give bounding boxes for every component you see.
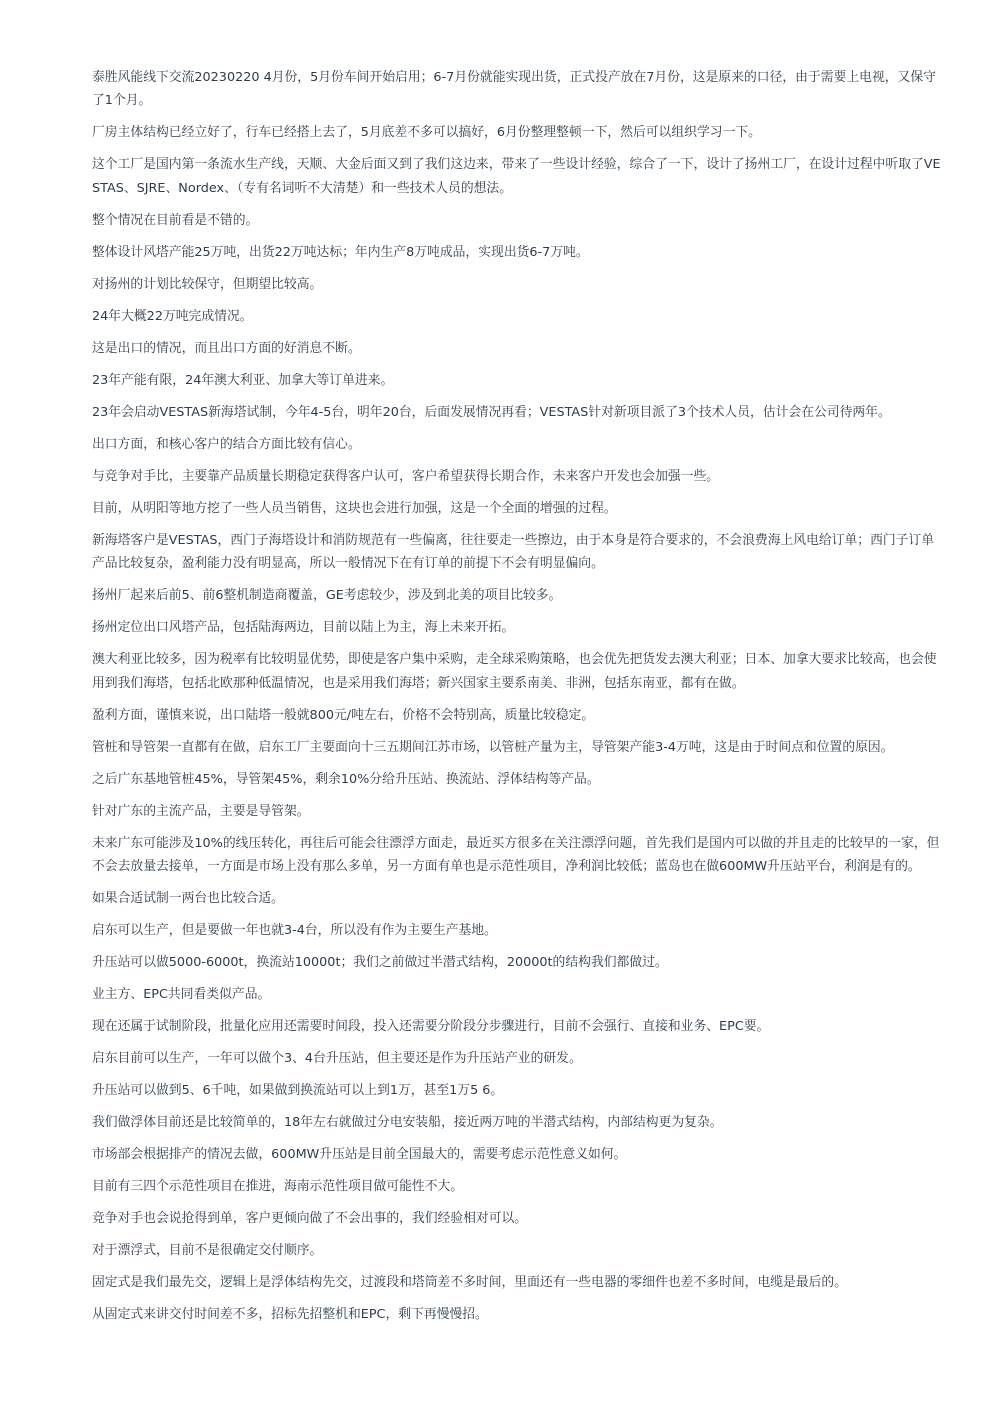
paragraph: 出口方面，和核心客户的结合方面比较有信心。 bbox=[92, 436, 361, 452]
paragraph: 未来广东可能涉及10%的线压转化，再往后可能会往漂浮方面走，最近买方很多在关注漂浮问题，首先我们是国内可以做的并且走的比较早的一家，但不会去放量去接单，一方面是市场上没有那么多单，另一方面有单也是示范性项目，净利润比较低；蓝岛也在做600MW升压站平台，利润是有的。 bbox=[92, 835, 940, 875]
paragraph: 目前，从明阳等地方挖了一些人员当销售，这块也会进行加强，这是一个全面的增强的过程。 bbox=[92, 500, 617, 516]
paragraph: 厂房主体结构已经立好了，行车已经搭上去了，5月底差不多可以搞好，6月份整理整顿一下，然后可以组织学习一下。 bbox=[92, 125, 761, 141]
paragraph: 如果合适试制一两台也比较合适。 bbox=[92, 891, 284, 907]
paragraph: 这个工厂是国内第一条流水生产线，天顺、大金后面又到了我们这边来，带来了一些设计经验，综合了一下，设计了扬州工厂，在设计过程中听取了VESTAS、SJRE、Nordex、（专有名词听不大清楚）和一些技术人员的想法。 bbox=[92, 157, 941, 196]
paragraph: 泰胜风能线下交流20230220 4月份，5月份车间开始启用；6-7月份就能实现出货，正式投产放在7月份，这是原来的口径，由于需要上电视，又保守了1个月。 bbox=[92, 70, 936, 109]
paragraph: 对扬州的计划比较保守，但期望比较高。 bbox=[92, 276, 323, 292]
paragraph: 澳大利亚比较多，因为税率有比较明显优势，即使是客户集中采购，走全球采购策略，也会优先把货发去澳大利亚；日本、加拿大要求比较高，也会使用到我们海塔，包括北欧那种低温情况，也是采用我们海塔；新兴国家主要系南美、非洲，包括东南亚，都有在做。 bbox=[92, 652, 937, 691]
paragraph: 从固定式来讲交付时间差不多，招标先招整机和EPC，剩下再慢慢招。 bbox=[92, 1307, 488, 1323]
paragraph: 扬州厂起来后前5、前6整机制造商覆盖，GE考虑较少，涉及到北美的项目比较多。 bbox=[92, 588, 562, 604]
paragraph: 23年会启动VESTAS新海塔试制，今年4-5台，明年20台，后面发展情况再看；VESTAS针对新项目派了3个技术人员，估计会在公司待两年。 bbox=[92, 404, 891, 420]
paragraph: 扬州定位出口风塔产品，包括陆海两边，目前以陆上为主，海上未来开拓。 bbox=[92, 620, 515, 636]
paragraph: 现在还属于试制阶段，批量化应用还需要时间段，投入还需要分阶段分步骤进行，目前不会强行、直接和业务、EPC要。 bbox=[92, 1019, 770, 1035]
paragraph: 与竞争对手比，主要靠产品质量长期稳定获得客户认可，客户希望获得长期合作，未来客户开发也会加强一些。 bbox=[92, 468, 720, 484]
paragraph: 启东可以生产，但是要做一年也就3-4台，所以没有作为主要生产基地。 bbox=[92, 923, 497, 939]
paragraph: 管桩和导管架一直都有在做，启东工厂主要面向十三五期间江苏市场，以管桩产量为主，导管架产能3-4万吨，这是由于时间点和位置的原因。 bbox=[92, 739, 894, 755]
paragraph: 23年产能有限，24年澳大利亚、加拿大等订单进来。 bbox=[92, 372, 394, 388]
document-body bbox=[92, 66, 944, 1335]
paragraph: 目前有三四个示范性项目在推进，海南示范性项目做可能性不大。 bbox=[92, 1179, 464, 1195]
paragraph: 整个情况在目前看是不错的。 bbox=[92, 212, 259, 228]
paragraph: 之后广东基地管桩45%，导管架45%，剩余10%分给升压站、换流站、浮体结构等产品。 bbox=[92, 771, 600, 787]
paragraph: 启东目前可以生产，一年可以做个3、4台升压站，但主要还是作为升压站产业的研发。 bbox=[92, 1051, 582, 1067]
paragraph: 市场部会根据排产的情况去做，600MW升压站是目前全国最大的，需要考虑示范性意义如何。 bbox=[92, 1147, 627, 1163]
paragraph: 业主方、EPC共同看类似产品。 bbox=[92, 987, 271, 1003]
paragraph: 升压站可以做到5、6千吨，如果做到换流站可以上到1万，甚至1万5 6。 bbox=[92, 1083, 504, 1099]
paragraph: 升压站可以做5000-6000t，换流站10000t；我们之前做过半潜式结构，20000t的结构我们都做过。 bbox=[92, 955, 668, 971]
paragraph: 整体设计风塔产能25万吨，出货22万吨达标；年内生产8万吨成品，实现出货6-7万吨。 bbox=[92, 244, 589, 260]
paragraph: 24年大概22万吨完成情况。 bbox=[92, 308, 253, 324]
paragraph: 竞争对手也会说抢得到单，客户更倾向做了不会出事的，我们经验相对可以。 bbox=[92, 1211, 528, 1227]
paragraph: 对于漂浮式，目前不是很确定交付顺序。 bbox=[92, 1243, 323, 1259]
paragraph: 针对广东的主流产品，主要是导管架。 bbox=[92, 803, 310, 819]
paragraph: 固定式是我们最先交，逻辑上是浮体结构先交，过渡段和塔筒差不多时间，里面还有一些电器的零细件也差不多时间，电缆是最后的。 bbox=[92, 1275, 848, 1291]
paragraph: 我们做浮体目前还是比较简单的，18年左右就做过分电安装船，接近两万吨的半潜式结构，内部结构更为复杂。 bbox=[92, 1115, 723, 1131]
paragraph: 这是出口的情况，而且出口方面的好消息不断。 bbox=[92, 340, 361, 356]
paragraph: 盈利方面，谨慎来说，出口陆塔一般就800元/吨左右，价格不会特别高，质量比较稳定。 bbox=[92, 707, 595, 723]
paragraph: 新海塔客户是VESTAS，西门子海塔设计和消防规范有一些偏离，往往要走一些擦边，由于本身是符合要求的，不会浪费海上风电给订单；西门子订单产品比较复杂，盈利能力没有明显高，所以一般情况下在有订单的前提下不会有明显偏向。 bbox=[92, 532, 935, 572]
